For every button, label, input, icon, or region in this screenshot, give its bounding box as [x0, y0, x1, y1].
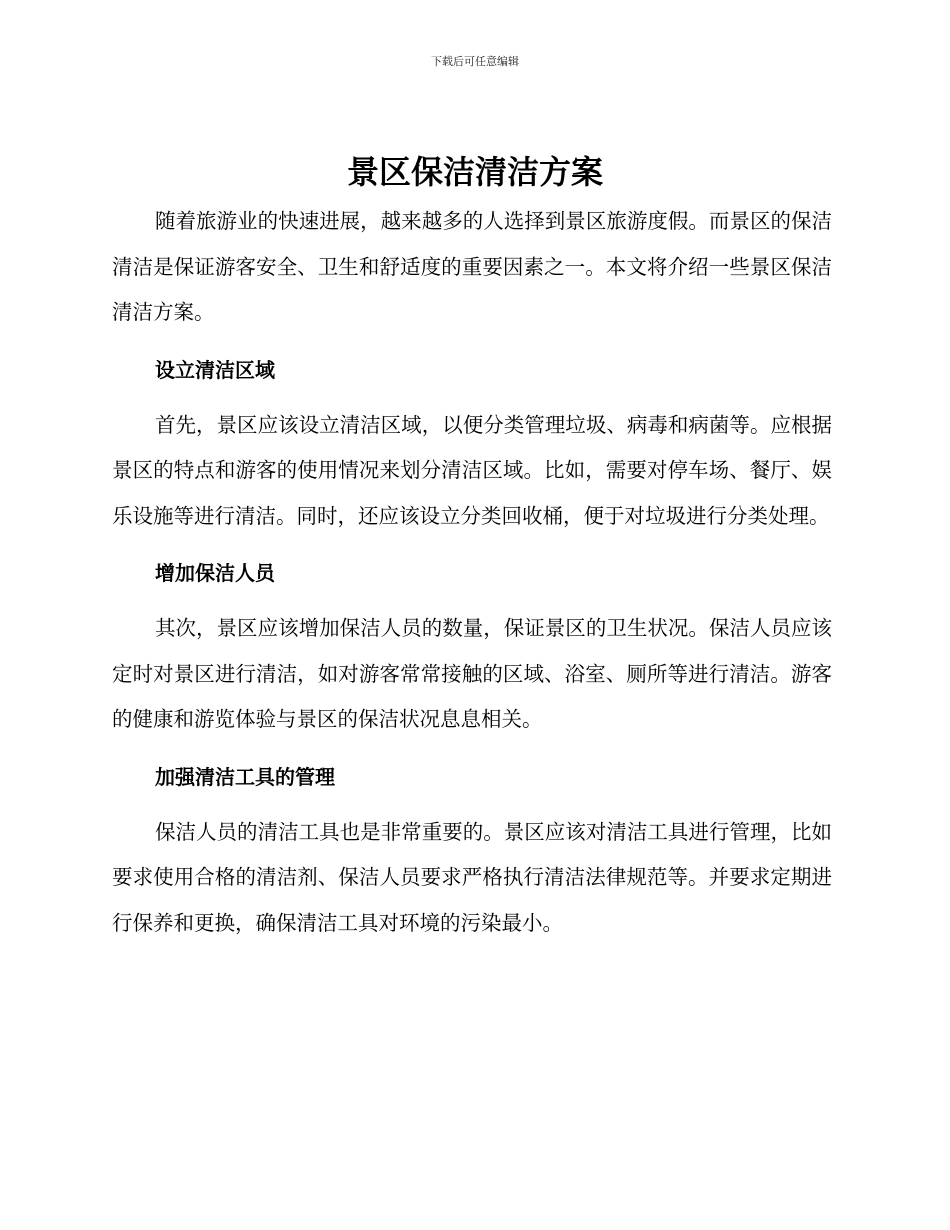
section-body-tools: 保洁人员的清洁工具也是非常重要的。景区应该对清洁工具进行管理，比如要求使用合格的清洁剂、保洁人员要求严格执行清洁法律规范等。并要求定期进行保养和更换，确保清洁工具对环境的污染最小。 [112, 819, 832, 935]
intro-paragraph: 随着旅游业的快速进展，越来越多的人选择到景区旅游度假。而景区的保洁清洁是保证游客安全、卫生和舒适度的重要因素之一。本文将介绍一些景区保洁清洁方案。 [112, 209, 832, 324]
document-body [112, 199, 832, 946]
section-heading-staff: 增加保洁人员 [155, 561, 275, 585]
header-note: 下载后可任意编辑 [431, 55, 519, 68]
section-body-staff: 其次，景区应该增加保洁人员的数量，保证景区的卫生状况。保洁人员应该定时对景区进行清洁，如对游客常常接触的区域、浴室、厕所等进行清洁。游客的健康和游览体验与景区的保洁状况息息相关。 [112, 616, 832, 731]
section-heading-tools: 加强清洁工具的管理 [155, 764, 335, 789]
section-heading-cleaning-zones: 设立清洁区域 [155, 357, 275, 382]
document-title: 景区保洁清洁方案 [346, 153, 603, 191]
section-body-cleaning-zones: 首先，景区应该设立清洁区域，以便分类管理垃圾、病毒和病菌等。应根据景区的特点和游客的使用情况来划分清洁区域。比如，需要对停车场、餐厅、娱乐设施等进行清洁。同时，还应该设立分类回收桶，便于对垃圾进行分类处理。 [112, 412, 832, 528]
